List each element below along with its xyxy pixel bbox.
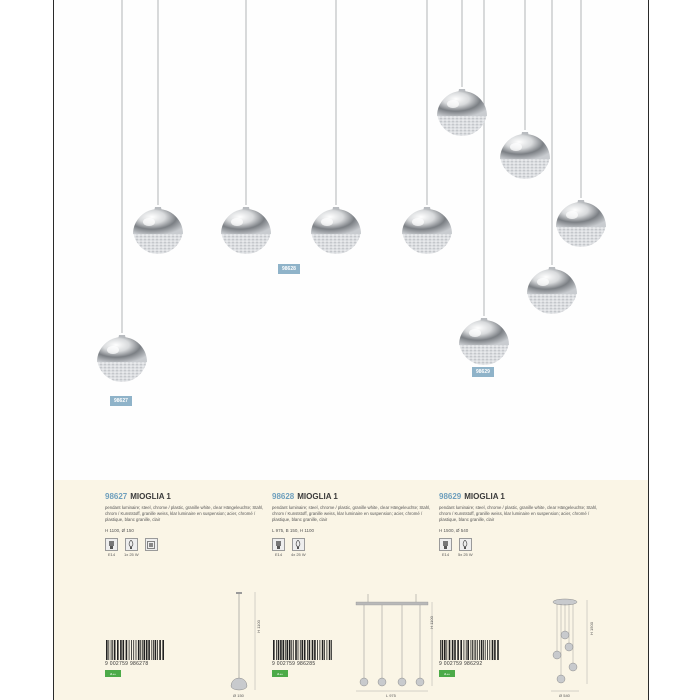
- barcode-bar: [307, 640, 308, 660]
- barcode-bar: [327, 640, 328, 660]
- barcode-bar: [446, 640, 447, 660]
- product-column-98629: [439, 492, 605, 698]
- width-dimension-label: Ø 540: [559, 693, 570, 698]
- bulb-label: 4x 25 W: [291, 552, 306, 557]
- barcode-bar: [454, 640, 456, 660]
- barcode-bar: [497, 640, 499, 660]
- product-description: pendant luminaire; steel, chrome / plastic, granille white, clear Hängeleuchte; Stahl, chrom / Kunststoff, granille weiss, klar luminaire en suspension; acier, chromé / plastique, blanc granille, clair: [439, 505, 598, 522]
- catalog-page: [53, 0, 649, 700]
- product-info-strip: [54, 480, 648, 700]
- barcode: [272, 640, 334, 660]
- barcode-bar: [155, 640, 157, 660]
- product-photo: [54, 0, 648, 480]
- bulb-label: 5x 25 W: [458, 552, 473, 557]
- barcode-bar: [162, 640, 164, 660]
- candle-bulb-icon: [459, 538, 472, 551]
- barcode-bar: [278, 640, 280, 660]
- barcode-bar: [464, 640, 465, 660]
- product-heading: [105, 492, 271, 501]
- barcode-bar: [475, 640, 476, 660]
- barcode-bar: [108, 640, 109, 660]
- barcode-bar: [146, 640, 148, 660]
- barcode-number: 9 002759 986278: [105, 661, 149, 667]
- product-name: MIOGLIA 1: [130, 492, 171, 501]
- barcode-bar: [283, 640, 285, 660]
- barcode-bar: [298, 640, 299, 660]
- width-dimension-label: L 975: [386, 693, 396, 698]
- cluster-pendant-drawing: [543, 592, 603, 698]
- barcode-bar: [449, 640, 451, 660]
- barcode-bar: [302, 640, 304, 660]
- barcode-block: [105, 640, 175, 677]
- barcode-bar: [148, 640, 150, 660]
- barcode-bar: [117, 640, 119, 660]
- product-name: MIOGLIA 1: [464, 492, 505, 501]
- barcode-bar: [317, 640, 318, 660]
- barcode-bar: [444, 640, 446, 660]
- barcode: [105, 640, 167, 660]
- spec-row: [439, 538, 605, 557]
- height-dimension-label: H 1100: [255, 620, 261, 633]
- product-code: 98628: [272, 492, 295, 501]
- barcode-bar: [159, 640, 161, 660]
- socket-label: E14: [274, 552, 283, 557]
- barcode-bar: [467, 640, 469, 660]
- spec-mount: [145, 538, 158, 557]
- barcode-bar: [136, 640, 137, 660]
- barcode-bar: [276, 640, 277, 660]
- barcode-bar: [129, 640, 130, 660]
- barcode-bar: [120, 640, 122, 660]
- product-tag-98629: 98629: [472, 367, 494, 377]
- barcode-bar: [287, 640, 289, 660]
- barcode-bar: [285, 640, 286, 660]
- barcode-bar: [471, 640, 472, 660]
- barcode-block: [439, 640, 509, 677]
- barcode-bar: [131, 640, 132, 660]
- barcode-bar: [452, 640, 454, 660]
- product-dimensions: H 1500, Ø 540: [439, 528, 469, 533]
- barcode-bar: [291, 640, 292, 660]
- pendant-lamps-illustration: [54, 0, 648, 480]
- barcode-bar: [111, 640, 112, 660]
- barcode-bar: [442, 640, 444, 660]
- barcode-bar: [322, 640, 324, 660]
- barcode-block: [272, 640, 342, 677]
- product-tag-98627: 98627: [110, 396, 132, 406]
- product-tag-98628: 98628: [278, 264, 300, 274]
- socket-icon: [272, 538, 285, 551]
- candle-bulb-icon: [125, 538, 138, 551]
- barcode-bar: [123, 640, 125, 660]
- height-dimension-label: H 1500: [588, 622, 594, 635]
- barcode-bar: [157, 640, 158, 660]
- product-heading: [272, 492, 438, 501]
- spec-row: [105, 538, 271, 557]
- barcode-bar: [126, 640, 128, 660]
- barcode-bar: [314, 640, 316, 660]
- barcode-bar: [466, 640, 467, 660]
- eco-label-badge: A++: [105, 670, 121, 677]
- barcode-bar: [114, 640, 116, 660]
- barcode-bar: [300, 640, 301, 660]
- barcode-bar: [489, 640, 490, 660]
- width-dimension-label: Ø 150: [233, 693, 244, 698]
- barcode-bar: [487, 640, 488, 660]
- candle-bulb-icon: [292, 538, 305, 551]
- barcode-bar: [138, 640, 140, 660]
- height-dimension-label: H 1100: [428, 616, 434, 629]
- eco-label-badge: A++: [272, 670, 288, 677]
- barcode-bar: [324, 640, 325, 660]
- barcode-bar: [492, 640, 494, 660]
- product-code: 98627: [105, 492, 128, 501]
- barcode-bar: [295, 640, 297, 660]
- eco-label-badge: A++: [439, 670, 455, 677]
- single-pendant-drawing: [223, 590, 263, 698]
- socket-icon: [105, 538, 118, 551]
- product-name: MIOGLIA 1: [297, 492, 338, 501]
- barcode-bar: [320, 640, 321, 660]
- barcode-bar: [483, 640, 484, 660]
- barcode-bar: [485, 640, 486, 660]
- product-description: pendant luminaire; steel, chrome / plastic, granille white, clear Hängeleuchte; Stahl, chrom / Kunststoff, granille weiss, klar luminaire en suspension; acier, chromé / plastique, blanc granille, clair: [272, 505, 431, 522]
- barcode-bar: [312, 640, 314, 660]
- barcode-bar: [112, 640, 113, 660]
- barcode-number: 9 002759 986292: [439, 661, 483, 667]
- barcode-bar: [144, 640, 146, 660]
- product-code: 98629: [439, 492, 462, 501]
- barcode-bar: [280, 640, 282, 660]
- flush-mount-icon: [145, 538, 158, 551]
- product-column-98628: [272, 492, 438, 698]
- barcode-bar: [481, 640, 483, 660]
- quad-pendant-drawing: [354, 594, 436, 698]
- bulb-label: 1x 25 W: [124, 552, 139, 557]
- spec-bulb: [458, 538, 473, 557]
- barcode-number: 9 002759 986285: [272, 661, 316, 667]
- barcode-bar: [153, 640, 154, 660]
- product-dimensions: L 975, B 150, H 1100: [272, 528, 315, 533]
- barcode-bar: [140, 640, 141, 660]
- barcode-bar: [106, 640, 108, 660]
- product-column-98627: [105, 492, 271, 698]
- product-description: pendant luminaire; steel, chrome / plastic, granille white, clear Hängeleuchte; Stahl, chrom / Kunststoff, granille weiss, klar luminaire en suspension; acier, chromé / plastique, blanc granille, clair: [105, 505, 264, 522]
- barcode-bar: [331, 640, 332, 660]
- spec-bulb: [291, 538, 306, 557]
- product-heading: [439, 492, 605, 501]
- barcode-bar: [440, 640, 441, 660]
- socket-icon: [439, 538, 452, 551]
- socket-label: E14: [107, 552, 116, 557]
- spec-bulb: [124, 538, 139, 557]
- spec-socket: [439, 538, 452, 557]
- barcode-bar: [460, 640, 462, 660]
- barcode-bar: [494, 640, 496, 660]
- barcode-bar: [474, 640, 475, 660]
- barcode-bar: [151, 640, 152, 660]
- spec-socket: [105, 538, 118, 557]
- barcode-bar: [472, 640, 473, 660]
- barcode-bar: [293, 640, 294, 660]
- barcode-bar: [304, 640, 306, 660]
- barcode-bar: [477, 640, 478, 660]
- barcode: [439, 640, 501, 660]
- socket-label: E14: [441, 552, 450, 557]
- barcode-bar: [289, 640, 291, 660]
- barcode-bar: [142, 640, 143, 660]
- product-dimensions: H 1100, Ø 150: [105, 528, 134, 533]
- barcode-bar: [309, 640, 311, 660]
- barcode-bar: [479, 640, 480, 660]
- barcode-bar: [133, 640, 134, 660]
- barcode-bar: [457, 640, 459, 660]
- barcode-bar: [329, 640, 331, 660]
- barcode-bar: [273, 640, 275, 660]
- spec-row: [272, 538, 438, 557]
- spec-socket: [272, 538, 285, 557]
